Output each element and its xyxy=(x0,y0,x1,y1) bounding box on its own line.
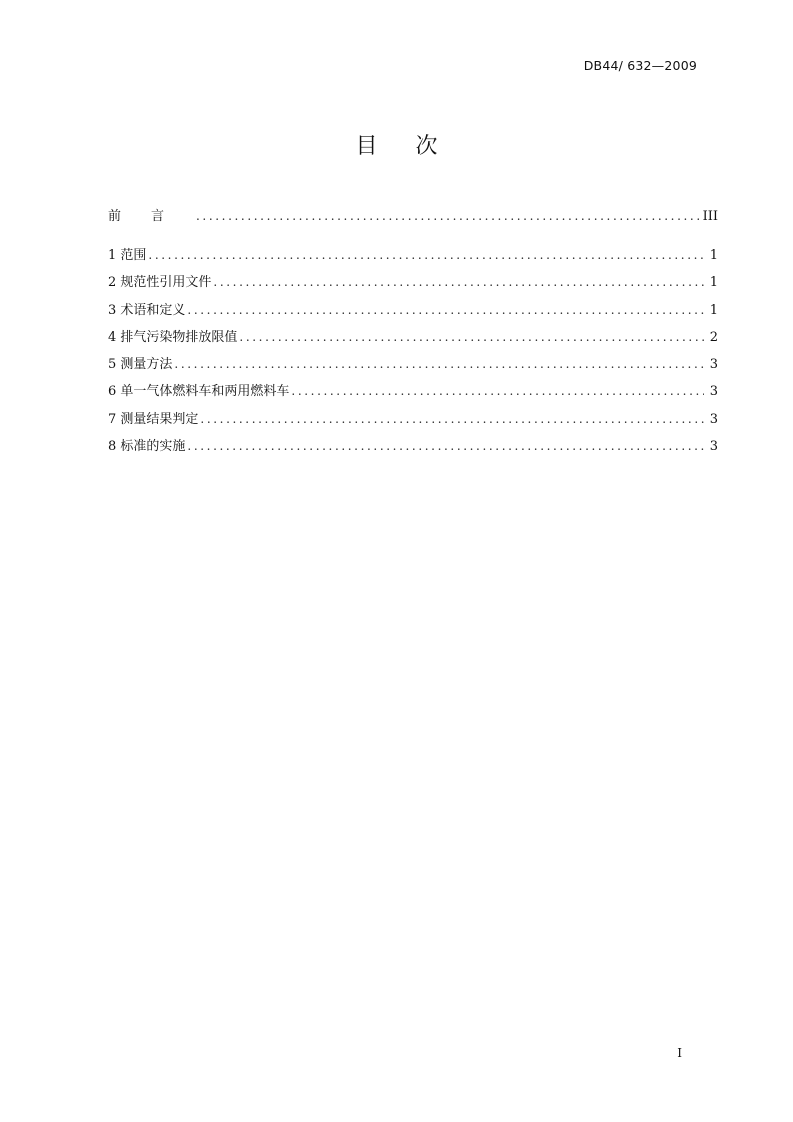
toc-entry-label: 前言 xyxy=(108,209,195,224)
toc-entry-label: 6 单一气体燃料车和两用燃料车 xyxy=(108,384,290,400)
toc-entry-fuel-vehicles[interactable] xyxy=(108,378,718,405)
toc-entry-page: 1 xyxy=(709,275,718,291)
toc-entry-label: 4 排气污染物排放限值 xyxy=(108,329,238,345)
toc-entry-page: 3 xyxy=(709,411,718,427)
toc-entry-measurement-methods[interactable] xyxy=(108,351,718,378)
toc-entry-page: 1 xyxy=(709,302,718,318)
toc-entry-result-judgment[interactable] xyxy=(108,406,718,433)
toc-entry-page: 1 xyxy=(709,248,718,263)
toc-entry-implementation[interactable] xyxy=(108,433,718,460)
toc-entry-label: 1 范围 xyxy=(108,248,147,263)
toc-entry-scope[interactable] xyxy=(108,242,718,269)
page-number: I xyxy=(677,1046,682,1060)
toc-leader-dots xyxy=(239,324,704,351)
toc-leader-dots xyxy=(148,242,704,269)
toc-entry-label: 5 测量方法 xyxy=(108,357,173,373)
toc-leader-dots xyxy=(187,433,704,460)
toc-entry-label: 8 标准的实施 xyxy=(108,439,186,455)
toc-leader-dots xyxy=(187,297,704,324)
toc-leader-dots xyxy=(174,351,704,378)
document-code: DB44/ 632—2009 xyxy=(583,58,697,73)
toc-entry-page: 3 xyxy=(709,439,718,455)
toc-entry-preface[interactable] xyxy=(108,204,718,242)
toc-entry-normative-references[interactable] xyxy=(108,269,718,296)
toc-leader-dots xyxy=(213,269,704,296)
table-of-contents xyxy=(108,204,718,460)
toc-title xyxy=(0,129,793,160)
toc-entry-emission-limits[interactable] xyxy=(108,324,718,351)
toc-leader-dots xyxy=(200,406,704,433)
toc-leader-dots xyxy=(196,204,699,228)
toc-entry-page: III xyxy=(702,209,718,224)
toc-entry-page: 3 xyxy=(709,357,718,373)
toc-entry-page: 3 xyxy=(709,384,718,400)
toc-entry-page: 2 xyxy=(709,329,718,345)
toc-title-part1: 目 xyxy=(355,134,378,159)
toc-leader-dots xyxy=(291,378,704,405)
toc-entry-label: 3 术语和定义 xyxy=(108,302,186,318)
toc-entry-terms-definitions[interactable] xyxy=(108,297,718,324)
toc-entry-label: 2 规范性引用文件 xyxy=(108,275,212,291)
toc-entry-label: 7 测量结果判定 xyxy=(108,411,199,427)
toc-title-part2: 次 xyxy=(415,134,438,159)
